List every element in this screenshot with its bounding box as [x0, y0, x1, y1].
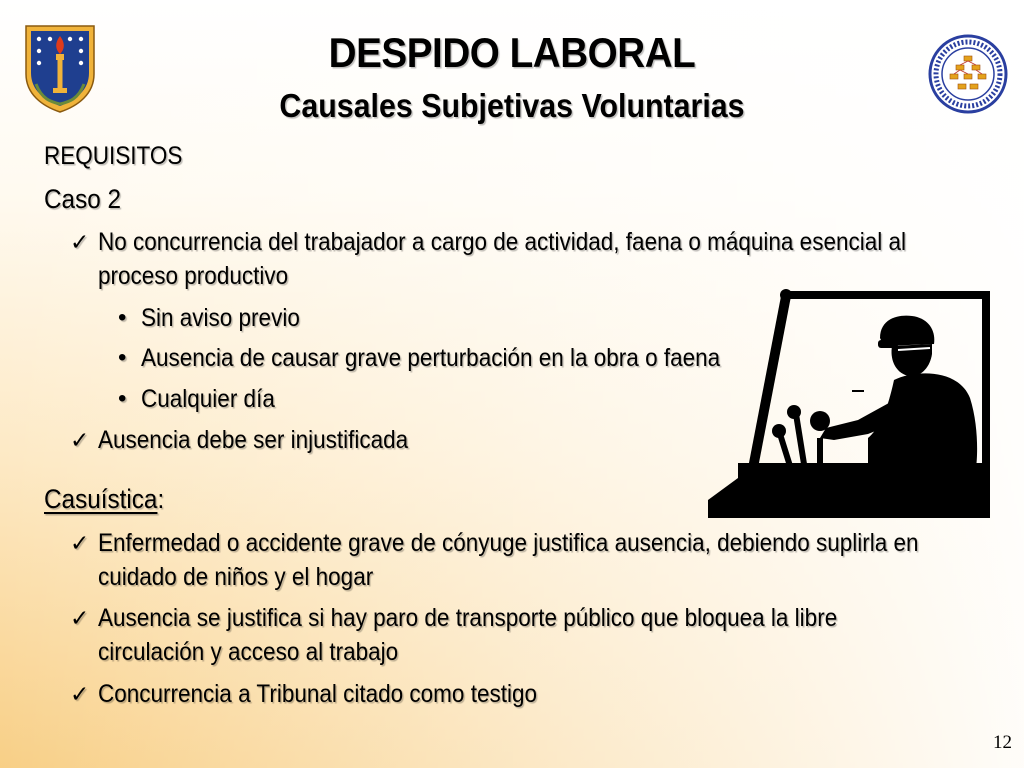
machine-operator-icon	[708, 288, 992, 518]
sub-item-3: Cualquier día	[141, 385, 275, 413]
casuistica-item-3: Concurrencia a Tribunal citado como testigo	[98, 680, 537, 708]
requisito-item-1-line-1: No concurrencia del trabajador a cargo de actividad, faena o máquina esencial al	[98, 228, 907, 256]
caso-heading: Caso 2	[44, 184, 122, 214]
page-number: 12	[993, 732, 1012, 753]
checkmark-icon: ✓	[70, 681, 90, 707]
casuistica-item-1-line-2: cuidado de niños y el hogar	[98, 563, 374, 591]
bullet-icon: •	[118, 385, 127, 412]
page-subtitle: Causales Subjetivas Voluntarias	[279, 87, 745, 124]
bullet-icon: •	[118, 344, 127, 371]
checkmark-icon: ✓	[70, 427, 90, 453]
casuistica-heading-block	[44, 483, 164, 515]
requisitos-heading: REQUISITOS	[44, 142, 183, 170]
checkmark-icon: ✓	[70, 229, 90, 255]
page-title: DESPIDO LABORAL	[328, 29, 696, 76]
casuistica-heading: Casuística	[44, 484, 158, 514]
sub-item-2: Ausencia de causar grave perturbación en la obra o faena	[141, 344, 721, 372]
sub-item-1: Sin aviso previo	[141, 304, 300, 332]
requisito-item-1-line-2: proceso productivo	[98, 262, 289, 290]
casuistica-item-2-line-1: Ausencia se justifica si hay paro de transporte público que bloquea la libre	[98, 604, 838, 632]
requisito-item-2: Ausencia debe ser injustificada	[98, 426, 409, 454]
bullet-icon: •	[118, 304, 127, 331]
checkmark-icon: ✓	[70, 605, 90, 631]
casuistica-item-1-line-1: Enfermedad o accidente grave de cónyuge justifica ausencia, debiendo suplirla en	[98, 529, 919, 557]
machine-operator-illustration	[708, 288, 992, 518]
checkmark-icon: ✓	[70, 530, 90, 556]
casuistica-colon: :	[157, 484, 165, 514]
casuistica-item-2-line-2: circulación y acceso al trabajo	[98, 638, 399, 666]
